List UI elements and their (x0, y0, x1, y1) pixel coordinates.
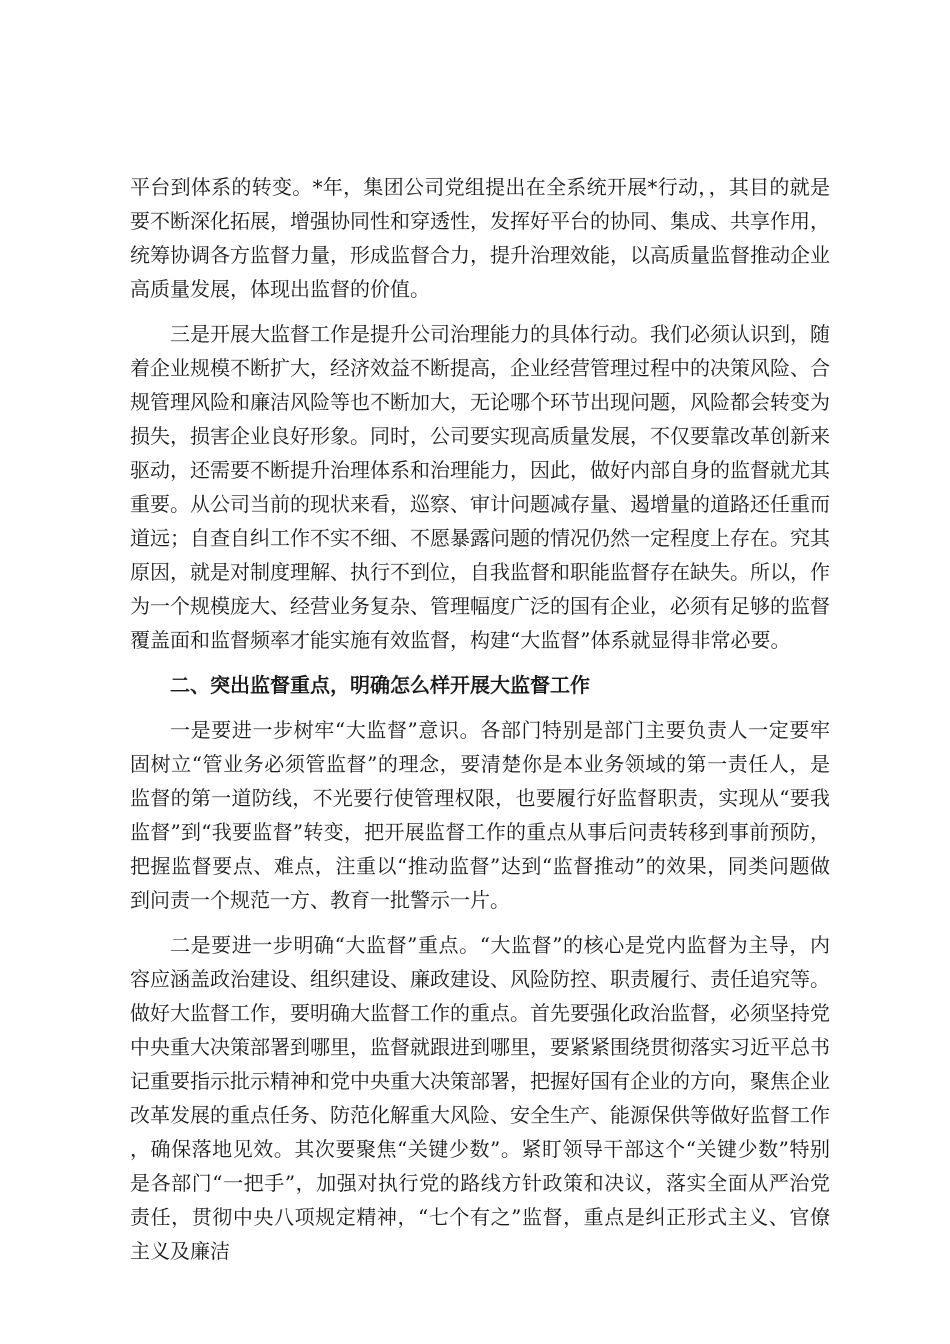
paragraph-point-three: 三是开展大监督工作是提升公司治理能力的具体行动。我们必须认识到，随着企业规模不断扩大，经济效益不断提高，企业经营管理过程中的决策风险、合规管理风险和廉洁风险等也不断加大，无论哪个环节出现问题，风险都会转变为损失，损害企业良好形象。同时，公司要实现高质量发展，不仅要靠改革创新来驱动，还需要不断提升治理体系和治理能力，因此，做好内部自身的监督就尤其重要。从公司当前的现状来看，巡察、审计问题减存量、遏增量的道路还任重而道远；自查自纠工作不实不细、不愿暴露问题的情况仍然一定程度上存在。究其原因，就是对制度理解、执行不到位，自我监督和职能监督存在缺失。所以，作为一个规模庞大、经营业务复杂、管理幅度广泛的国有企业，必须有足够的监督覆盖面和监督频率才能实施有效监督，构建“大监督”体系就显得非常必要。 (130, 322, 830, 652)
paragraph-point-one: 一是要进一步树牢“大监督”意识。各部门特别是部门主要负责人一定要牢固树立“管业务必须管监督”的理念，要清楚你是本业务领域的第一责任人，是监督的第一道防线，不光要行使管理权限，也要履行好监督职责，实现从“要我监督”到“我要监督”转变，把开展监督工作的重点从事后问责转移到事前预防，把握监督要点、难点，注重以“推动监督”达到“监督推动”的效果，同类问题做到问责一个规范一方、教育一批警示一片。 (130, 718, 830, 912)
section-heading-two: 二、突出监督重点，明确怎么样开展大监督工作 (170, 673, 590, 697)
paragraph-point-two: 二是要进一步明确“大监督”重点。“大监督”的核心是党内监督为主导，内容应涵盖政治建设、组织建设、廉政建设、风险防控、职责履行、责任追究等。做好大监督工作，要明确大监督工作的重点。首先要强化政治监督，必须坚持党中央重大决策部署到哪里，监督就跟进到哪里，要紧紧围绕贯彻落实习近平总书记重要指示批示精神和党中央重大决策部署，把握好国有企业的方向，聚焦企业改革发展的重点任务、防范化解重大风险、安全生产、能源保供等做好监督工作，确保落地见效。其次要聚焦“关键少数”。紧盯领导干部这个“关键少数”特别是各部门“一把手”，加强对执行党的路线方针政策和决议，落实全面从严治党责任，贯彻中央八项规定精神，“七个有之”监督，重点是纠正形式主义、官僚主义及廉洁 (130, 933, 830, 1263)
paragraph-platform-transition: 平台到体系的转变。*年，集团公司党组提出在全系统开展*行动，，其目的就是要不断深化拓展，增强协同性和穿透性，发挥好平台的协同、集成、共享作用，统筹协调各方监督力量，形成监督合力，提升治理效能，以高质量监督推动企业高质量发展，体现出监督的价值。 (130, 175, 830, 301)
document-body (130, 170, 830, 1279)
